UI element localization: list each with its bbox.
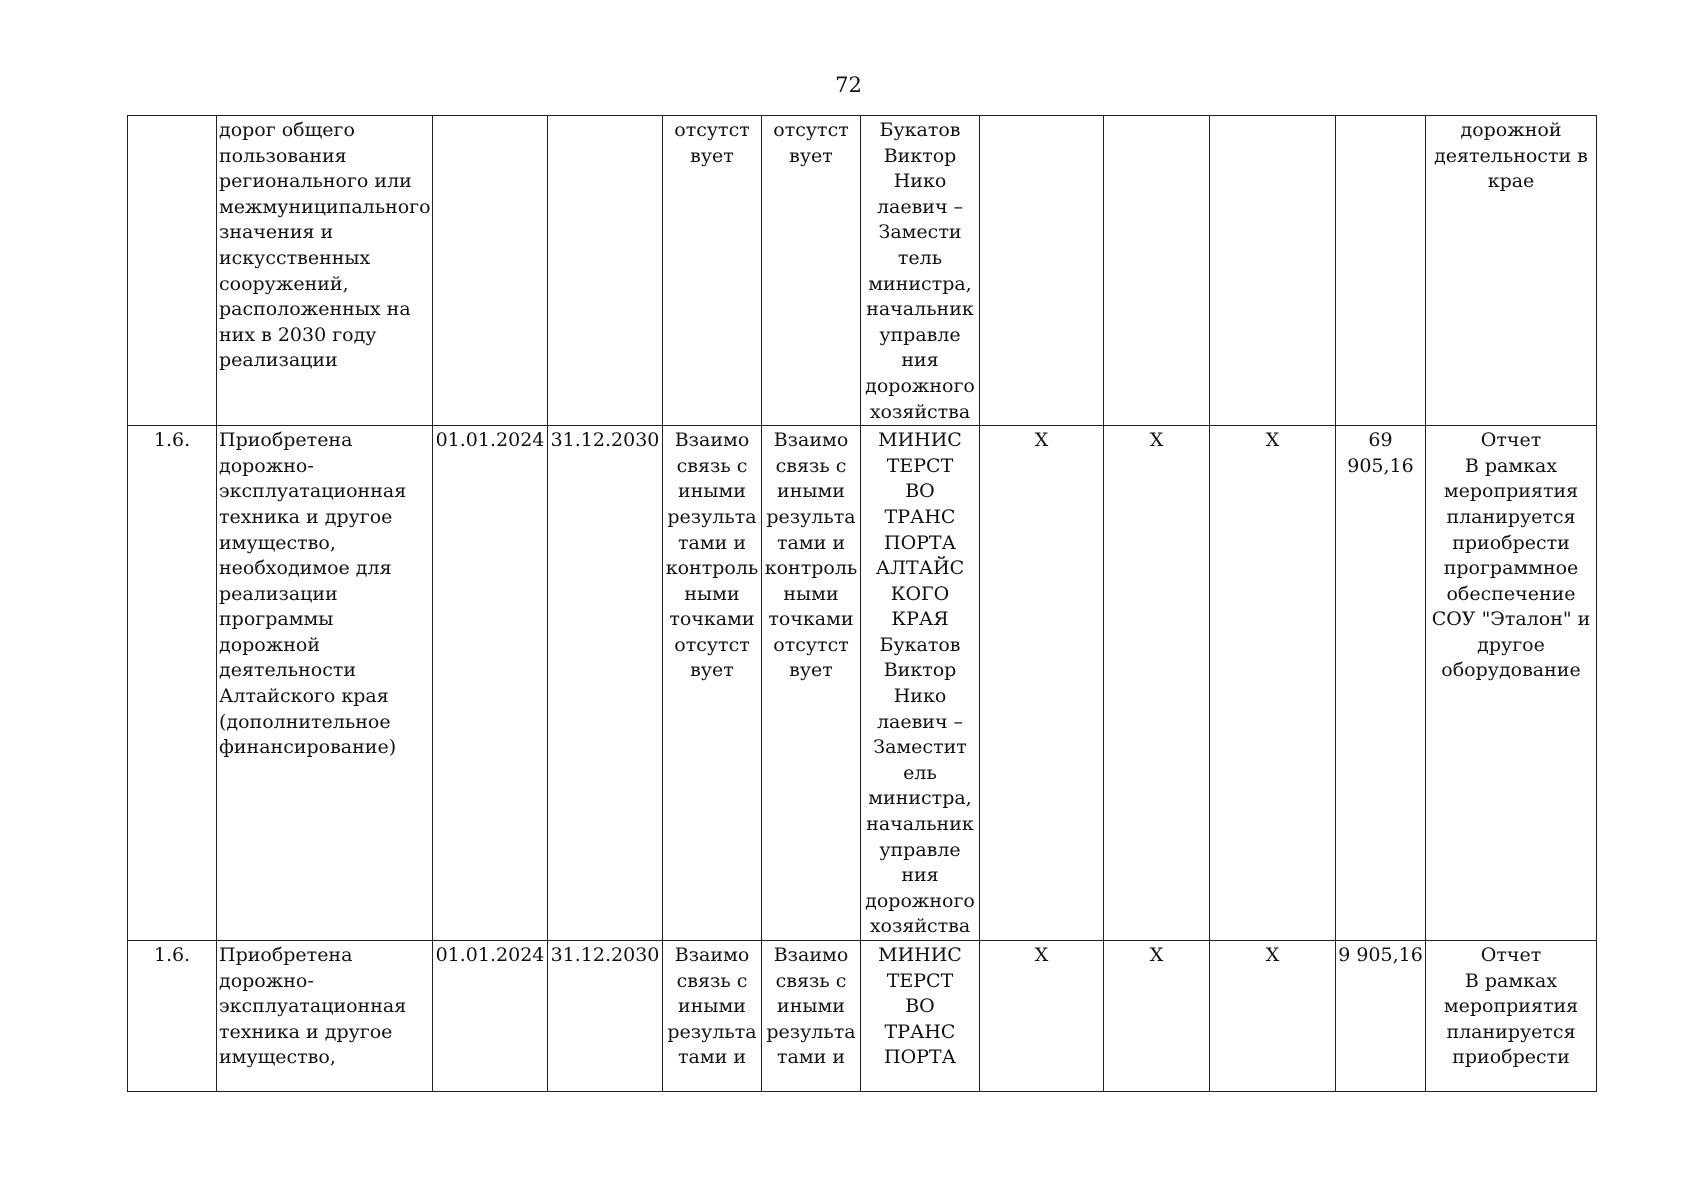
cell-amount [1336, 116, 1426, 426]
table-row [128, 941, 1597, 1092]
cell-link-successor: Взаимо связь с иными результа тами и [762, 941, 861, 1092]
cell-end-date: 31.12.2030 [548, 426, 663, 941]
cell-note: Отчет В рамках мероприятия планируется приобрести [1426, 941, 1597, 1092]
cell-amount: 9 905,16 [1336, 941, 1426, 1092]
cell-x-2: X [1104, 426, 1210, 941]
cell-x-2: X [1104, 941, 1210, 1092]
cell-start-date [433, 116, 548, 426]
cell-end-date [548, 116, 663, 426]
cell-result-name: Приобретена дорожно- эксплуатационная техника и другое имущество, необходимое для реализации программы дорожной деятельности Алтайского края (дополнительное финансирование) [217, 426, 433, 941]
cell-responsible: Букатов Виктор Нико лаевич – Замести тель министра, начальник управле ния дорожного хозяйства [861, 116, 980, 426]
cell-x-1: X [980, 426, 1104, 941]
cell-link-successor: Взаимо связь с иными результа тами и контроль ными точками отсутст вует [762, 426, 861, 941]
cell-x-3 [1210, 116, 1336, 426]
cell-note: дорожной деятельности в крае [1426, 116, 1597, 426]
cell-note: Отчет В рамках мероприятия планируется приобрести программное обеспечение СОУ "Эталон" и другое оборудование [1426, 426, 1597, 941]
cell-x-1 [980, 116, 1104, 426]
cell-x-3: X [1210, 426, 1336, 941]
cell-result-name: дорог общего пользования регионального или межмуниципального значения и искусственных сооружений, расположенных на них в 2030 году реализации [217, 116, 433, 426]
cell-amount: 69 905,16 [1336, 426, 1426, 941]
cell-number: 1.6. [128, 941, 217, 1092]
cell-x-3: X [1210, 941, 1336, 1092]
cell-end-date: 31.12.2030 [548, 941, 663, 1092]
table-row [128, 116, 1597, 426]
cell-x-1: X [980, 941, 1104, 1092]
cell-link-predecessor: Взаимо связь с иными результа тами и контроль ными точками отсутст вует [663, 426, 762, 941]
table-row [128, 426, 1597, 941]
cell-result-name: Приобретена дорожно- эксплуатационная техника и другое имущество, [217, 941, 433, 1092]
cell-link-successor: отсутст вует [762, 116, 861, 426]
cell-responsible: МИНИС ТЕРСТ ВО ТРАНС ПОРТА АЛТАЙС КОГО КРАЯ Букатов Виктор Нико лаевич – Заместит ель министра, начальник управле ния дорожного хозяйства [861, 426, 980, 941]
cell-number: 1.6. [128, 426, 217, 941]
cell-number [128, 116, 217, 426]
cell-x-2 [1104, 116, 1210, 426]
cell-start-date: 01.01.2024 [433, 426, 548, 941]
activities-table [127, 115, 1597, 1092]
cell-start-date: 01.01.2024 [433, 941, 548, 1092]
page-number: 72 [835, 73, 862, 97]
cell-link-predecessor: Взаимо связь с иными результа тами и [663, 941, 762, 1092]
cell-link-predecessor: отсутст вует [663, 116, 762, 426]
cell-responsible: МИНИС ТЕРСТ ВО ТРАНС ПОРТА [861, 941, 980, 1092]
